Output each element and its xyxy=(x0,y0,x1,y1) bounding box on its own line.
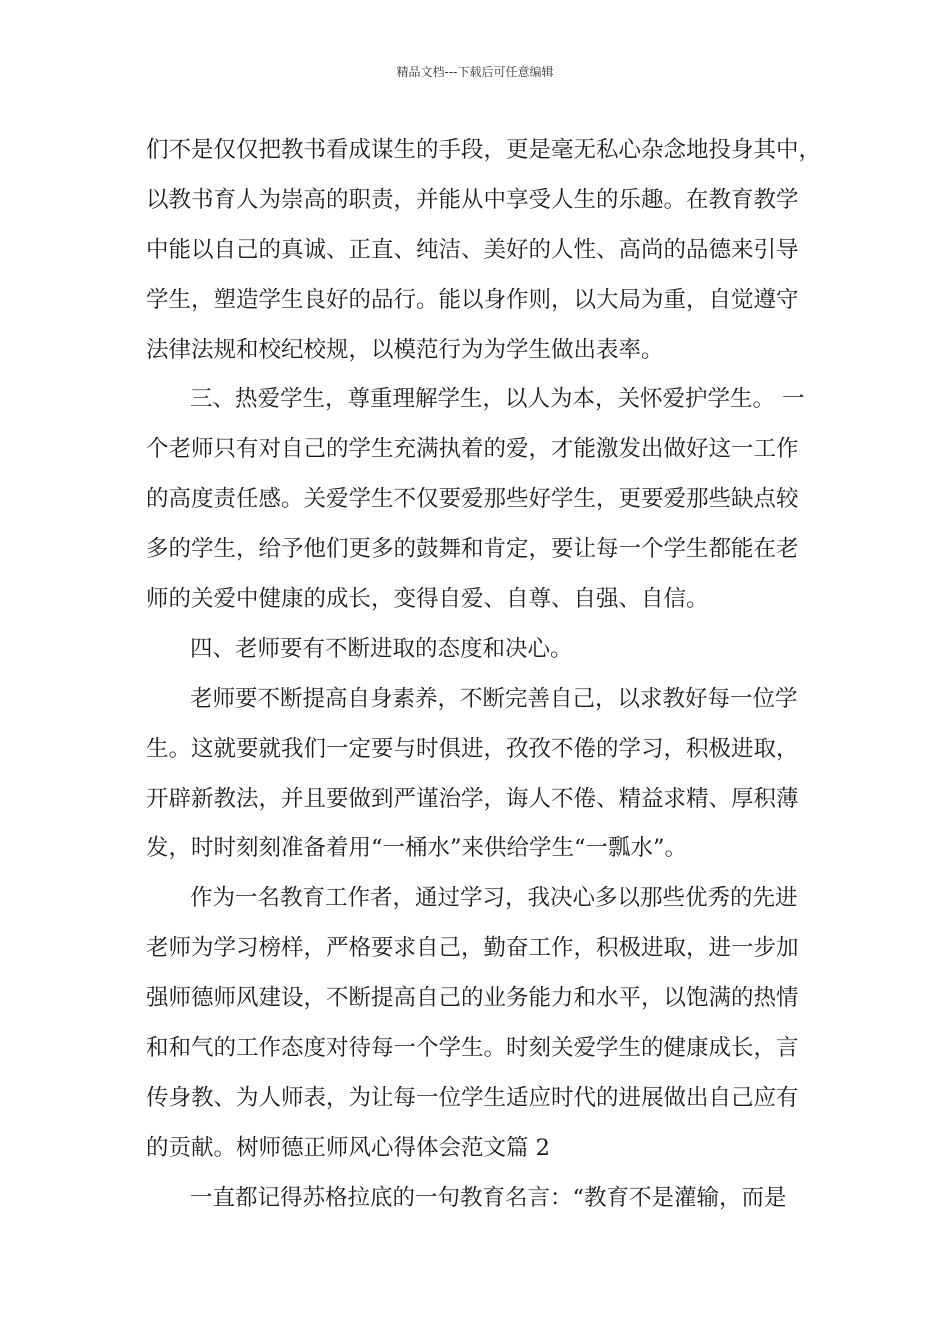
text-line: 中能以自己的真诚、正直、纯洁、美好的人性、高尚的品德来引导 xyxy=(146,236,799,263)
text-line: 三、热爱学生，尊重理解学生，以人为本，关怀爱护学生。 一 xyxy=(190,386,805,413)
text-line: 四、老师要有不断进取的态度和决心。 xyxy=(190,635,573,662)
text-line: 和和气的工作态度对待每一个学生。时刻关爱学生的健康成长，言 xyxy=(146,1035,799,1062)
text-line: 老师要不断提高自身素养，不断完善自己，以求教好每一位学 xyxy=(190,685,798,712)
text-line: 传身教、为人师表，为让每一位学生适应时代的进展做出自己应有 xyxy=(146,1084,799,1111)
text-line: 作为一名教育工作者，通过学习，我决心多以那些优秀的先进 xyxy=(190,885,798,912)
text-line: 的高度责任感。关爱学生不仅要爱那些好学生，更要爱那些缺点较 xyxy=(146,486,799,513)
text-line: 学生，塑造学生良好的品行。能以身作则，以大局为重，自觉遵守 xyxy=(146,286,799,313)
page-header: 精品文档---下载后可任意编辑 xyxy=(396,65,554,79)
text-line: 以教书育人为崇高的职责，并能从中享受人生的乐趣。在教育教学 xyxy=(146,186,799,213)
text-line: 强师德师风建设，不断提高自己的业务能力和水平，以饱满的热情 xyxy=(146,985,799,1012)
text-line: 老师为学习榜样，严格要求自己，勤奋工作，积极进取，进一步加 xyxy=(146,935,799,962)
text-line: 们不是仅仅把教书看成谋生的手段，更是毫无私心杂念地投身其中， xyxy=(146,137,822,163)
text-line: 开辟新教法，并且要做到严谨治学，诲人不倦、精益求精、厚积薄 xyxy=(146,785,799,812)
document-body xyxy=(146,126,822,1224)
text-line: 多的学生，给予他们更多的鼓舞和肯定，要让每一个学生都能在老 xyxy=(146,536,799,563)
text-line: 发，时时刻刻准备着用“一桶水”来供给学生“一瓢水”。 xyxy=(146,835,688,862)
text-line: 师的关爱中健康的成长，变得自爱、自尊、自强、自信。 xyxy=(146,586,709,613)
text-line: 一直都记得苏格拉底的一句教育名言：“教育不是灌输，而是 xyxy=(190,1184,787,1211)
text-line: 生。这就要就我们一定要与时俱进，孜孜不倦的学习，积极进取， xyxy=(146,735,799,762)
text-line: 的贡献。树师德正师风心得体会范文篇 2 xyxy=(146,1134,550,1161)
text-line: 个老师只有对自己的学生充满执着的爱，才能激发出做好这一工作 xyxy=(146,436,799,463)
text-line: 法律法规和校纪校规，以模范行为为学生做出表率。 xyxy=(146,336,664,363)
